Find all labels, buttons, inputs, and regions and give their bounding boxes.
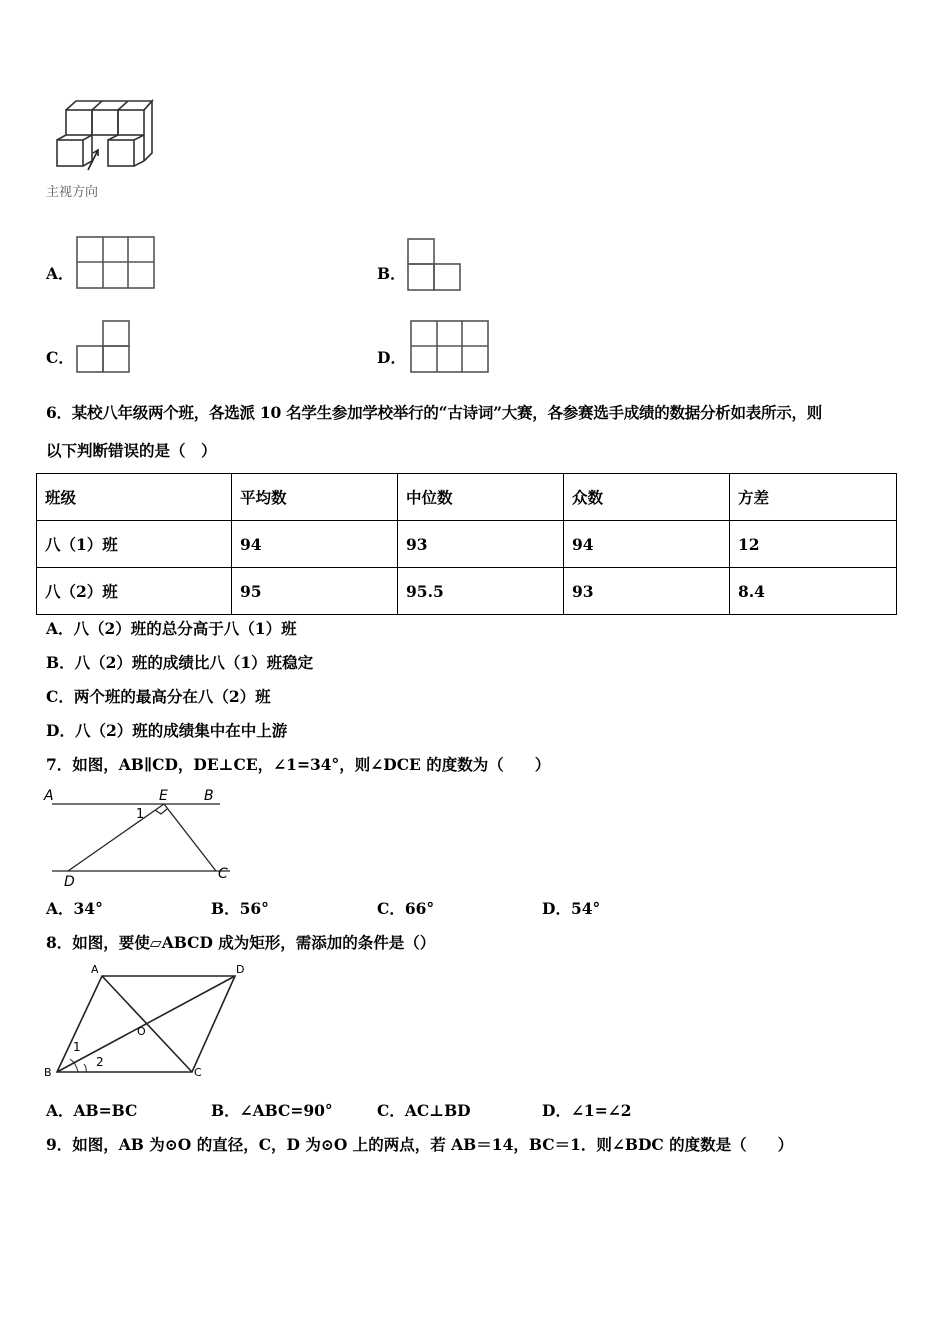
- q5-option-b-figure: [407, 238, 463, 292]
- q8-option-a[interactable]: A．AB=BC: [46, 1101, 138, 1120]
- q7-option-d[interactable]: D．54°: [542, 899, 601, 918]
- table-header-cell: 众数: [564, 474, 730, 521]
- q7-label-b: B: [204, 788, 214, 804]
- q8-label-c: C: [194, 1066, 202, 1079]
- q5-option-a-figure: [76, 236, 156, 290]
- q8-label-angle-1: 1: [73, 1040, 81, 1054]
- q8-label-a: A: [91, 963, 99, 976]
- q7-stem: 7．如图，AB∥CD，DE⊥CE，∠1=34°，则∠DCE 的度数为（ ）: [46, 755, 551, 774]
- q6-option-a[interactable]: A．八（2）班的总分高于八（1）班: [46, 619, 297, 638]
- q6-stem-line2: 以下判断错误的是（ ）: [46, 441, 217, 460]
- q5-option-d-label[interactable]: D．: [377, 348, 406, 367]
- q6-option-c[interactable]: C．两个班的最高分在八（2）班: [46, 687, 271, 706]
- table-cell: 12: [730, 521, 897, 568]
- q6-stem-line1: 6．某校八年级两个班，各选派 10 名学生参加学校举行的“古诗词”大赛，各参赛选手成绩的数据分析如表所示，则: [46, 403, 822, 422]
- table-cell: 94: [232, 521, 398, 568]
- q8-label-d: D: [236, 963, 245, 976]
- table-header-row: [37, 474, 897, 521]
- table-cell: 95: [232, 568, 398, 615]
- q7-label-angle-1: 1: [136, 807, 145, 822]
- q8-parallelogram-figure: [40, 960, 255, 1080]
- q5-option-a-label[interactable]: A．: [46, 264, 74, 283]
- q7-label-a: A: [44, 788, 54, 804]
- table-header-cell: 班级: [37, 474, 232, 521]
- q8-option-b[interactable]: B．∠ABC=90°: [211, 1101, 333, 1120]
- q5-option-b-label[interactable]: B．: [377, 264, 406, 283]
- table-header-cell: 平均数: [232, 474, 398, 521]
- q7-option-b[interactable]: B．56°: [211, 899, 269, 918]
- view-direction-caption: 主视方向: [46, 185, 99, 200]
- q7-option-c[interactable]: C．66°: [377, 899, 435, 918]
- q8-label-angle-2: 2: [96, 1055, 104, 1069]
- table-header-cell: 方差: [730, 474, 897, 521]
- q6-option-d[interactable]: D．八（2）班的成绩集中在中上游: [46, 721, 288, 740]
- q7-label-d: D: [64, 874, 75, 890]
- q8-option-d[interactable]: D．∠1=∠2: [542, 1101, 632, 1120]
- q8-option-c[interactable]: C．AC⊥BD: [377, 1101, 471, 1120]
- q8-label-b: B: [44, 1066, 52, 1079]
- table-cell: 93: [398, 521, 564, 568]
- q5-option-d-figure: [410, 320, 490, 374]
- q9-stem: 9．如图，AB 为⊙O 的直径，C，D 为⊙O 上的两点，若 AB＝14，BC＝1．则∠BDC 的度数是（ ）: [46, 1135, 794, 1154]
- q5-option-c-figure: [76, 320, 132, 374]
- cube-stack-figure: [40, 95, 165, 180]
- table-cell: 95.5: [398, 568, 564, 615]
- score-table: [36, 473, 897, 615]
- table-cell: 94: [564, 521, 730, 568]
- table-cell: 8.4: [730, 568, 897, 615]
- q8-label-o: O: [137, 1025, 146, 1038]
- table-cell: 八（2）班: [37, 568, 232, 615]
- q5-option-c-label[interactable]: C．: [46, 348, 74, 367]
- table-header-cell: 中位数: [398, 474, 564, 521]
- q7-option-a[interactable]: A．34°: [46, 899, 103, 918]
- q7-label-c: C: [218, 866, 228, 882]
- table-cell: 93: [564, 568, 730, 615]
- q7-label-e: E: [159, 788, 168, 804]
- q6-option-b[interactable]: B．八（2）班的成绩比八（1）班稳定: [46, 653, 314, 672]
- q8-stem: 8．如图，要使▱ABCD 成为矩形，需添加的条件是（）: [46, 933, 436, 952]
- table-cell: 八（1）班: [37, 521, 232, 568]
- table-row: [37, 568, 897, 615]
- q7-geometry-figure: [44, 784, 234, 888]
- table-row: [37, 521, 897, 568]
